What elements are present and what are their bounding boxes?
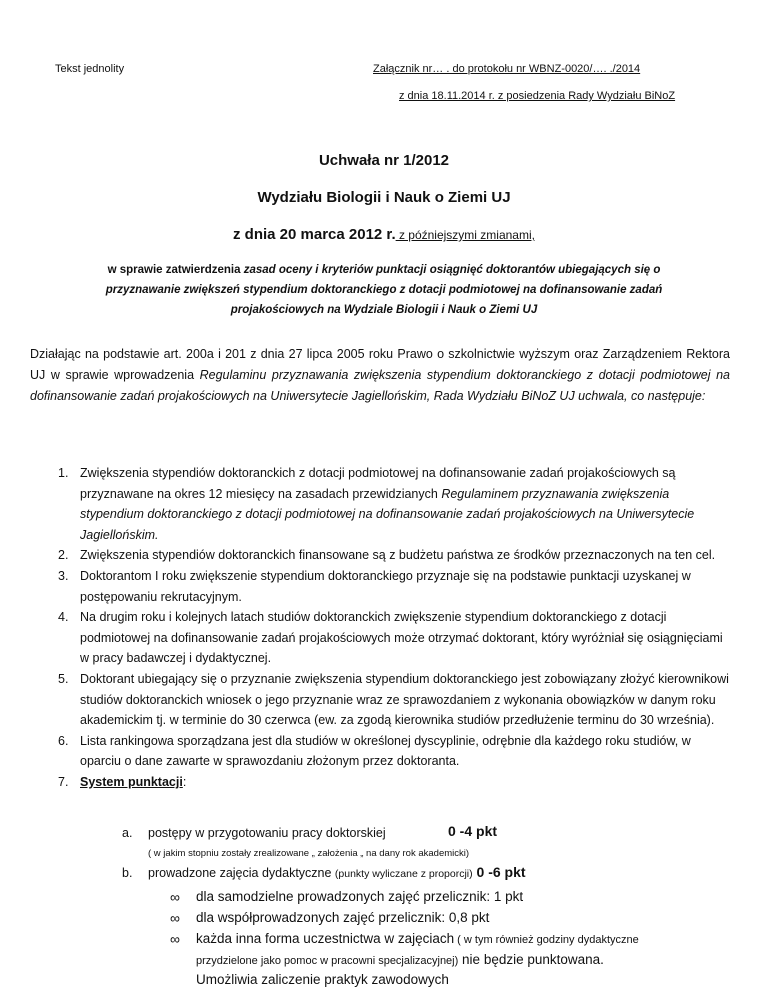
- infinity-bullet-icon: ∞: [170, 931, 180, 947]
- item-number: 6.: [58, 733, 69, 748]
- bullet-1-text: dla samodzielne prowadzonych zajęć przelicznik: 1 pkt: [196, 889, 524, 904]
- subject-italic-1: zasad oceny i kryteriów punktacji osiągnięć doktorantów ubiegających się o: [243, 264, 661, 276]
- intro-part2: , Rada Wydziału BiNoZ UJ uchwala, co następuje:: [426, 389, 706, 403]
- point-a-label: postępy w przygotowaniu pracy doktorskiej: [148, 826, 386, 840]
- point-a-note: ( w jakim stopniu zostały zrealizowane „ założenia „ na dany rok akademicki): [148, 848, 470, 859]
- header-left: Tekst jednolity: [55, 63, 125, 75]
- bullet-3-line2-main: nie będzie punktowana.: [458, 952, 604, 967]
- list-item: [30, 566, 730, 607]
- date-bold: z dnia 20 marca 2012 r.: [233, 226, 396, 243]
- point-b-points: 0 -6 pkt: [472, 864, 526, 880]
- list-item: [30, 545, 730, 566]
- infinity-bullet-icon: ∞: [170, 910, 180, 926]
- header-date: z dnia 18.11.2014 r. z posiedzenia Rady Wydziału BiNoZ: [399, 90, 676, 102]
- subject-italic-3: projakościowych na Wydziale Biologii i Nauk o Ziemi UJ: [230, 304, 538, 316]
- item-text: Doktorant ubiegający się o przyznanie zwiększenia stypendium doktoranckiego jest zobowiązany złożyć kierownikowi studiów doktoranckich wniosek o jego przyznanie wraz ze sprawozdaniem z wykonania obowiązków w danym roku akademickim tj. w terminie do 30 czerwca (ew. za zgodą kierownika studiów przedłużenie terminu do 30 września).: [80, 671, 729, 728]
- resolution-number: Uchwała nr 1/2012: [318, 152, 450, 169]
- subject-italic-2: przyznawanie zwiększeń stypendium doktoranckiego z dotacji podmiotowej na dofinansowanie zadań: [105, 284, 663, 296]
- item-text: Zwiększenia stypendiów doktoranckich z dotacji podmiotowej na dofinansowanie zadań projakościowych są przyznawane na okres 12 miesięcy na zasadach przewidzianych: [80, 466, 676, 501]
- header-annex: Załącznik nr… . do protokołu nr WBNZ-0020/…. ./2014: [373, 63, 641, 75]
- subject: [40, 260, 728, 320]
- numbered-list: [30, 463, 730, 793]
- point-b-note: (punkty wyliczane z proporcji): [334, 868, 473, 880]
- item-number: 1.: [58, 466, 69, 480]
- point-a-letter: a.: [122, 826, 133, 840]
- item-heading: System punktacji: [80, 774, 183, 789]
- intro-paragraph: [30, 344, 730, 407]
- bullet-3-line2: [196, 952, 604, 967]
- bullet-3-line3: Umożliwia zaliczenie praktyk zawodowych: [196, 972, 449, 987]
- item-italic: Regulaminem przyznawania zwiększenia stypendium doktoranckiego z dotacji podmiotowej na dofinansowanie zadań projakościowych na Uniwersytecie Jagiellońskim.: [80, 486, 695, 542]
- item-text: Na drugim roku i kolejnych latach studiów doktoranckich zwiększenie stypendium doktoranckiego z dotacji podmiotowej na dofinansowanie zadań projakościowych może otrzymać doktorant, który wyróżniał się osiągnięciami w pracy badawczej i dydaktycznej.: [80, 610, 723, 666]
- list-item: [30, 772, 730, 793]
- resolution-date: [0, 226, 768, 244]
- item-text: Zwiększenia stypendiów doktoranckich finansowane są z budżetu państwa ze środków przeznaczonych na ten cel.: [80, 548, 716, 563]
- faculty-name: Wydziału Biologii i Nauk o Ziemi UJ: [257, 189, 511, 206]
- point-b-line: [148, 864, 526, 880]
- list-item: [30, 463, 730, 545]
- bullet-3-line1: [196, 931, 639, 946]
- bullet-3-main: każda inna forma uczestnictwa w zajęciach: [196, 931, 455, 946]
- item-number: 2.: [58, 548, 69, 563]
- list-item: [30, 669, 730, 731]
- item-text: Doktorantom I roku zwiększenie stypendium doktoranckiego przyznaje się na podstawie punktacji uzyskanej w postępowaniu rekrutacyjnym.: [80, 568, 691, 604]
- bullet-3-line2-small: przydzielone jako pomoc w pracowni specjalizacyjnej): [196, 955, 459, 967]
- date-amendments: z późniejszymi zmianami,: [395, 228, 535, 242]
- list-item: [30, 731, 730, 772]
- item-number: 5.: [58, 671, 69, 686]
- item-suffix: :: [182, 774, 187, 789]
- point-b-letter: b.: [122, 866, 133, 880]
- bullet-2-text: dla współprowadzonych zajęć przelicznik: 0,8 pkt: [196, 910, 490, 925]
- bullet-3-small: ( w tym również godziny dydaktyczne: [454, 934, 639, 946]
- point-a-points: 0 -4 pkt: [448, 823, 498, 839]
- point-b-label: prowadzone zajęcia dydaktyczne: [148, 866, 335, 880]
- list-item: [30, 607, 730, 669]
- intro-italic: Regulaminu przyznawania zwiększenia stypendium doktoranckiego z dotacji podmiotowej na dofinansowanie zadań projakościowych na Uniwersytecie Jagiellońskim: [30, 368, 730, 403]
- intro-part1: Działając na podstawie art. 200a i 201 z dnia 27 lipca 2005 roku Prawo o szkolnictwie wyższym oraz Zarządzeniem Rektora UJ w sprawie wprowadzenia: [30, 347, 730, 382]
- item-number: 3.: [58, 568, 69, 583]
- item-text: Lista rankingowa sporządzana jest dla studiów w określonej dyscyplinie, odrębnie dla każdego roku studiów, w oparciu o dane zawarte w sprawozdaniu złożonym przez doktoranta.: [80, 733, 691, 769]
- item-number: 4.: [58, 610, 69, 625]
- item-number: 7.: [58, 774, 69, 789]
- subject-prefix: w sprawie zatwierdzenia: [107, 264, 244, 276]
- infinity-bullet-icon: ∞: [170, 889, 180, 905]
